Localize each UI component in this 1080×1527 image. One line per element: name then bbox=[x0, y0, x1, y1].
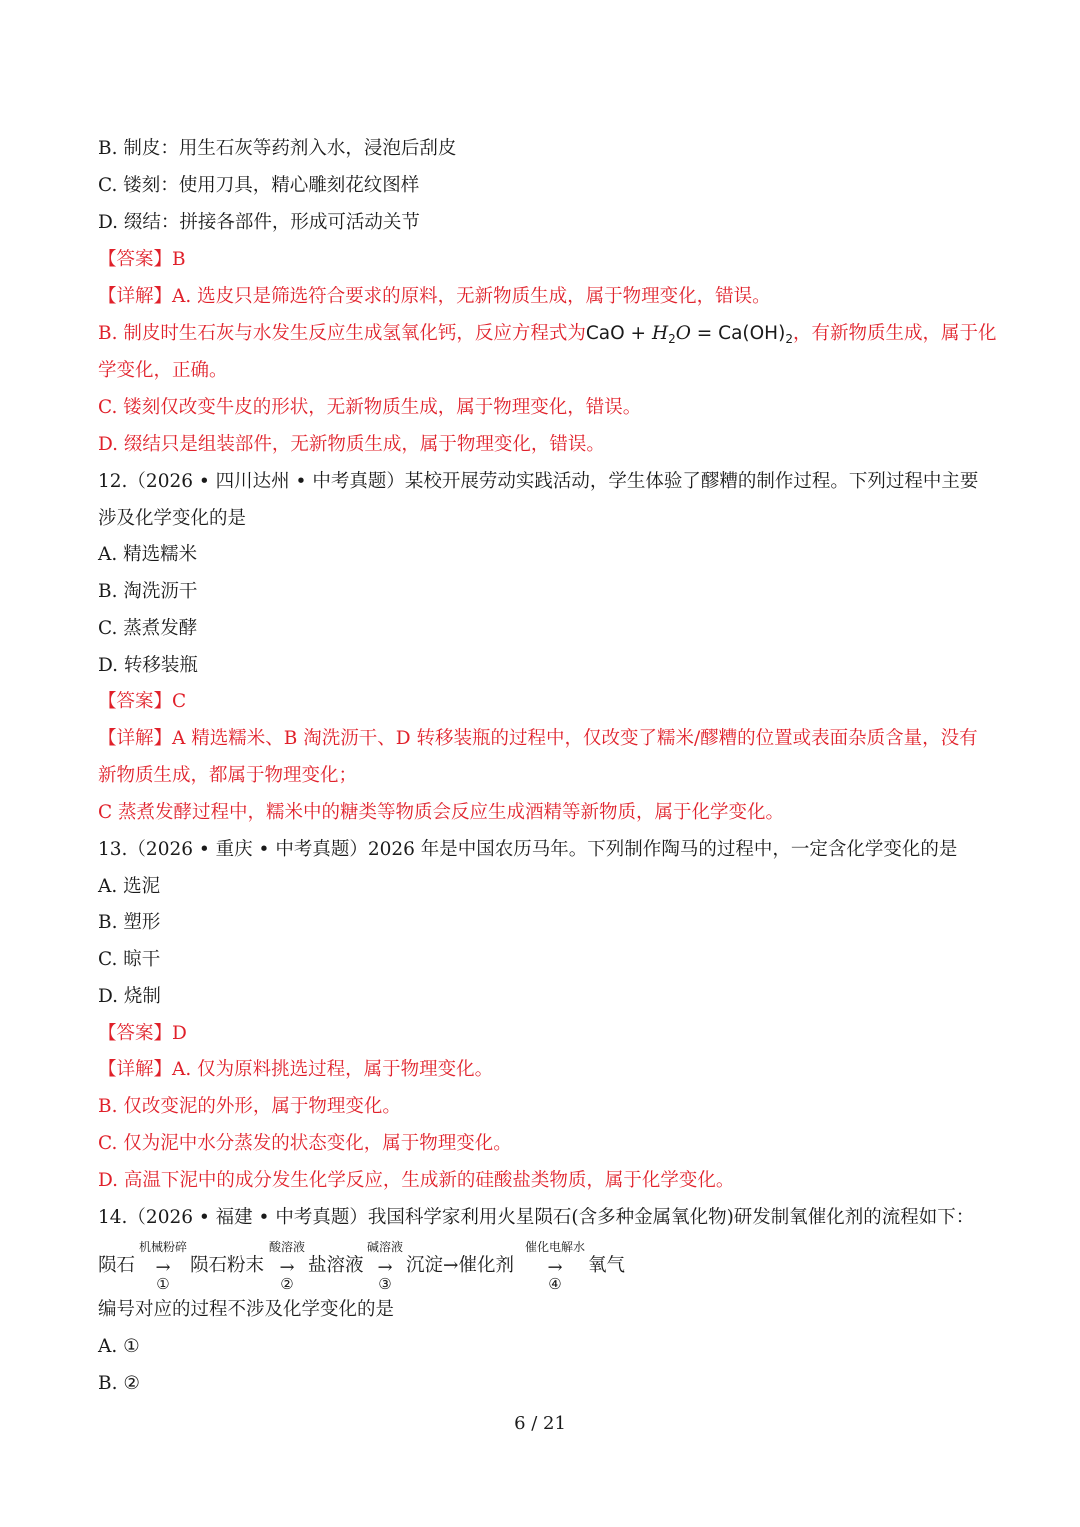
option-a: A. 精选糯米 bbox=[98, 544, 198, 565]
answer-tag: 【答案】 bbox=[98, 249, 173, 270]
option-b: B. ② bbox=[98, 1373, 140, 1394]
option-a: A. 选泥 bbox=[98, 876, 161, 897]
flow-step-3: 碱溶液 → ③ bbox=[340, 1240, 430, 1292]
option-c: C. 蒸煮发酵 bbox=[98, 618, 198, 639]
answer-value: C bbox=[172, 691, 187, 712]
option-b: B. 制皮：用生石灰等药剂入水，浸泡后刮皮 bbox=[98, 138, 457, 159]
flow-node-precipitate-catalyst: 沉淀→催化剂 bbox=[406, 1255, 515, 1276]
detail-b: B. 仅改变泥的外形，属于物理变化。 bbox=[98, 1096, 401, 1117]
option-d: D. 转移装瓶 bbox=[98, 655, 198, 676]
arrow-icon: → bbox=[547, 1257, 563, 1278]
detail-d: D. 高温下泥中的成分发生化学反应，生成新的硅酸盐类物质，属于化学变化。 bbox=[98, 1170, 735, 1191]
question-12-stem-cont: 涉及化学变化的是 bbox=[98, 508, 247, 529]
answer-tag: 【答案】 bbox=[98, 1023, 173, 1044]
arrow-icon: → bbox=[155, 1257, 171, 1278]
process-flow-diagram bbox=[98, 1240, 798, 1295]
arrow-icon: → bbox=[377, 1257, 393, 1278]
detail-c: C. 镂刻仅改变牛皮的形状，无新物质生成，属于物理变化，错误。 bbox=[98, 397, 642, 418]
option-d: D. 缀结：拼接各部件，形成可活动关节 bbox=[98, 212, 420, 233]
answer-tag: 【答案】 bbox=[98, 691, 173, 712]
detail-c: C 蒸煮发酵过程中，糯米中的糖类等物质会反应生成酒精等新物质，属于化学变化。 bbox=[98, 802, 785, 823]
flow-step-4: 催化电解水 → ④ bbox=[510, 1240, 600, 1292]
flow-node-meteorite: 陨石 bbox=[98, 1255, 136, 1276]
question-12-stem: 12.（2026 • 四川达州 • 中考真题）某校开展劳动实践活动，学生体验了醪糟的制作过程。下列过程中主要 bbox=[98, 471, 979, 492]
arrow-icon: → bbox=[279, 1257, 295, 1278]
question-13-stem: 13.（2026 • 重庆 • 中考真题）2026 年是中国农历马年。下列制作陶马的过程中，一定含化学变化的是 bbox=[98, 839, 958, 860]
detail-tag: 【详解】 bbox=[98, 728, 173, 749]
option-c: C. 晾干 bbox=[98, 949, 161, 970]
page-number: 6 / 21 bbox=[514, 1413, 566, 1434]
detail-a: A. 选皮只是筛选符合要求的原料，无新物质生成，属于物理变化，错误。 bbox=[172, 286, 771, 307]
flow-node-salt-solution: 盐溶液 bbox=[308, 1255, 364, 1276]
question-14-prompt: 编号对应的过程不涉及化学变化的是 bbox=[98, 1299, 395, 1320]
option-b: B. 塑形 bbox=[98, 912, 161, 933]
option-c: C. 镂刻：使用刀具，精心雕刻花纹图样 bbox=[98, 175, 420, 196]
flow-node-powder: 陨石粉末 bbox=[190, 1255, 265, 1276]
detail-line: 【详解】A 精选糯米、B 淘洗沥干、D 转移装瓶的过程中，仅改变了糯米/醪糟的位置或表面杂质含量，没有 bbox=[98, 728, 978, 749]
detail-tag: 【详解】 bbox=[98, 286, 173, 307]
answer-line bbox=[98, 248, 982, 272]
detail-b-cont: 学变化，正确。 bbox=[98, 360, 228, 381]
detail-c: C. 仅为泥中水分蒸发的状态变化，属于物理变化。 bbox=[98, 1133, 512, 1154]
option-a: A. ① bbox=[98, 1336, 140, 1357]
detail-line: 【详解】A. 仅为原料挑选过程，属于物理变化。 bbox=[98, 1059, 494, 1080]
question-14-stem: 14.（2026 • 福建 • 中考真题）我国科学家利用火星陨石(含多种金属氧化物)研发制氧催化剂的流程如下： bbox=[98, 1207, 975, 1228]
option-b: B. 淘洗沥干 bbox=[98, 581, 198, 602]
detail-line bbox=[98, 285, 982, 309]
answer-line bbox=[98, 1022, 982, 1046]
answer-value: D bbox=[172, 1023, 187, 1044]
flow-step-1: 机械粉碎 → ① bbox=[118, 1240, 208, 1292]
answer-value: B bbox=[172, 249, 186, 270]
flow-step-2: 酸溶液 → ② bbox=[242, 1240, 332, 1292]
chemical-equation: CaO + $H_2O = Ca(OH)_2$ bbox=[585, 323, 793, 346]
flow-node-oxygen: 氧气 bbox=[588, 1255, 626, 1276]
detail-tag: 【详解】 bbox=[98, 1059, 173, 1080]
detail-cont: 新物质生成，都属于物理变化； bbox=[98, 765, 358, 786]
detail-b: B. 制皮时生石灰与水发生反应生成氢氧化钙，反应方程式为CaO + $H_2O = Ca(OH)_2$，有新物质生成，属于化 bbox=[98, 323, 997, 346]
detail-d: D. 缀结只是组装部件，无新物质生成，属于物理变化，错误。 bbox=[98, 434, 605, 455]
answer-line bbox=[98, 690, 982, 714]
option-d: D. 烧制 bbox=[98, 986, 161, 1007]
